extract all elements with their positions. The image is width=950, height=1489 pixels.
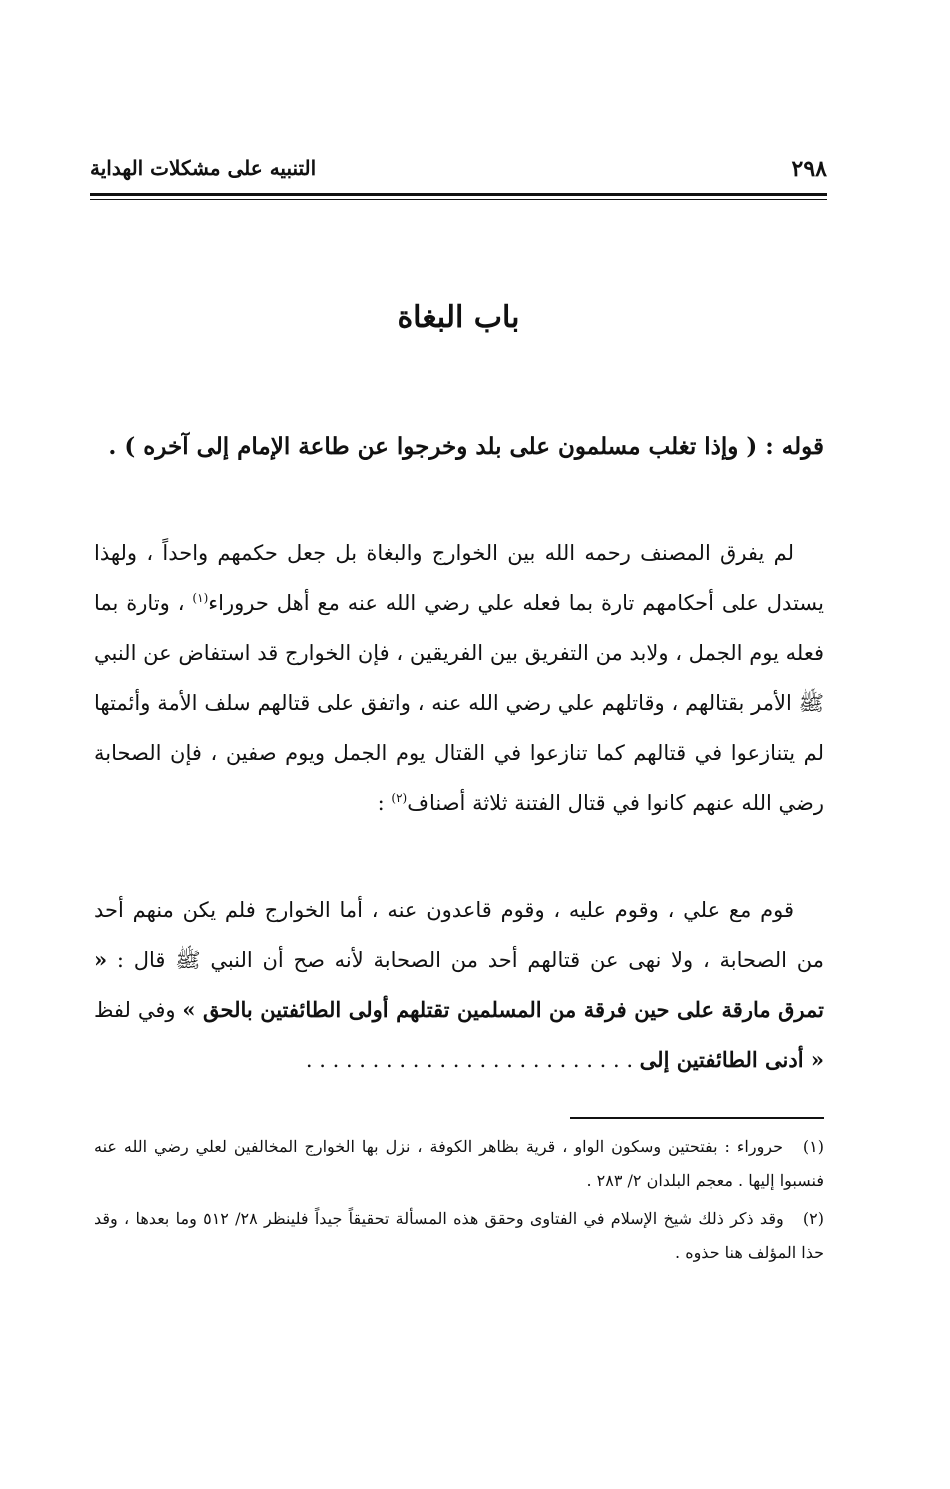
page-number: ٢٩٨	[791, 156, 827, 182]
running-title: التنبيه على مشكلات الهداية	[90, 156, 317, 180]
quoted-text	[94, 420, 824, 474]
footnotes	[94, 1130, 824, 1274]
footnote-number: (١)	[802, 1137, 824, 1156]
qawl-text: ( وإذا تغلب مسلمون على بلد وخرجوا عن طاعة الإمام إلى آخره ) .	[108, 433, 758, 460]
footnote-ref-2: (٢)	[391, 791, 408, 805]
header-rule-thick	[90, 193, 827, 196]
paragraph-2	[94, 885, 824, 1085]
page-header	[90, 150, 827, 190]
footnote-ref-1: (١)	[192, 591, 209, 605]
paragraph-1-text-b: ، وتارة بما فعله يوم الجمل ، ولابد من التفريق بين الفريقين ، فإن الخوارج قد استفاض عن النبي ﷺ الأمر بقتالهم ، وقاتلهم علي رضي الله عنه ، واتفق على قتالهم سلف الأمة وأئمتها لم يتنازعوا في قتالهم كما تنازعوا في القتال يوم الجمل ويوم صفين ، فإن الصحابة رضي الله عنهم كانوا في قتال الفتنة ثلاثة أصناف	[94, 591, 824, 815]
header-rule-thin	[90, 199, 827, 200]
paragraph-1	[94, 528, 824, 828]
footnote-text: وقد ذكر ذلك شيخ الإسلام في الفتاوى وحقق هذه المسألة تحقيقاً جيداً فلينظر ٢٨/ ٥١٢ وما بعدها ، وقد حذا المؤلف هنا حذوه .	[94, 1209, 824, 1262]
hadith-quote-1: « تمرق مارقة على حين فرقة من المسلمين تقتلهم أولى الطائفتين بالحق »	[94, 947, 824, 1022]
qawl-label: قوله :	[765, 433, 824, 460]
hadith-quote-2: « أدنى الطائفتين إلى	[639, 1047, 824, 1072]
chapter-title: باب البغاة	[397, 300, 520, 335]
footnote-number: (٢)	[802, 1209, 824, 1228]
footnote-text: حروراء : بفتحتين وسكون الواو ، قرية بظاهر الكوفة ، نزل بها الخوارج المخالفين لعلي رضي الله عنه فنسبوا إليها . معجم البلدان ٢/ ٢٨٣ .	[94, 1137, 824, 1190]
paragraph-2-text-b: وفي لفظ	[94, 998, 183, 1022]
footnote-2	[94, 1202, 824, 1270]
paragraph-2-text-a: قوم مع علي ، وقوم عليه ، وقوم قاعدون عنه ، أما الخوارج فلم يكن منهم أحد من الصحابة ، ولا نهى عن قتالهم أحد من الصحابة لأنه صح أن النبي ﷺ قال :	[94, 898, 824, 972]
continuation-dots: . . . . . . . . . . . . . . . . . . . . . . . . .	[305, 1048, 640, 1072]
paragraph-1-text-c: :	[377, 791, 392, 815]
footnote-1	[94, 1130, 824, 1198]
paragraph-1-text-a: لم يفرق المصنف رحمه الله بين الخوارج والبغاة بل جعل حكمهم واحداً ، ولهذا يستدل على أحكامهم تارة بما فعله علي رضي الله عنه مع أهل حروراء	[94, 541, 824, 615]
footnote-separator	[570, 1117, 824, 1119]
